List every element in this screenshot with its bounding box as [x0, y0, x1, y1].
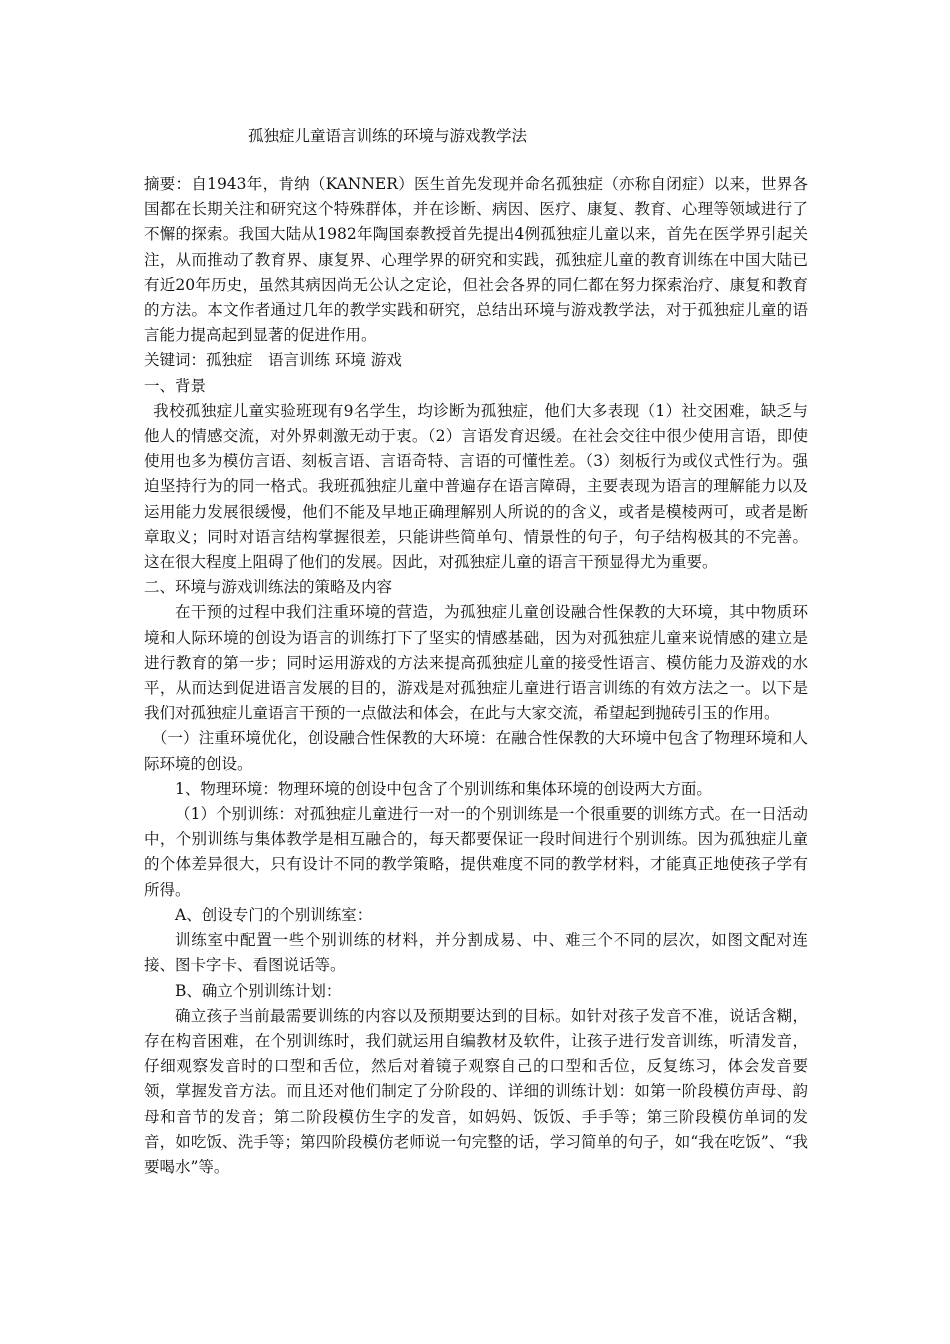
item-a-heading: A、创设专门的个别训练室：: [175, 905, 373, 924]
section-1-paragraph: 我校孤独症儿童实验班现有9名学生，均诊断为孤独症，他们大多表现（1）社交困难，缺乏与他人的情感交流，对外界刺激无动于衷。（2）言语发育迟缓。在社会交往中很少使用言语，即使使用也多为模仿言语、刻板言语、言语奇特、言语的可懂性差。（3）刻板行为或仪式性行为。强迫坚持行为的同一格式。我班孤独症儿童中普遍存在语言障碍，主要表现为语言的理解能力以及运用能力发展很缓慢，他们不能及早地正确理解别人所说的的含义，或者是模棱两可，或者是断章取义；同时对语言结构掌握很差，只能讲些简单句、情景性的句子，句子结构极其的不完善。这在很大程度上阻碍了他们的发展。因此，对孤独症儿童的语言干预显得尤为重要。: [144, 401, 808, 572]
section-1-heading: 一、背景: [144, 376, 207, 395]
section-2-paragraph: 在干预的过程中我们注重环境的营造，为孤独症儿童创设融合性保教的大环境，其中物质环境和人际环境的创设为语言的训练打下了坚实的情感基础，因为对孤独症儿童来说情感的建立是进行教育的第一步；同时运用游戏的方法来提高孤独症儿童的接受性语言、模仿能力及游戏的水平，从而达到促进语言发展的目的，游戏是对孤独症儿童进行语言训练的有效方法之一。以下是我们对孤独症儿童语言干预的一点做法和体会，在此与大家交流，希望起到抛砖引玉的作用。: [144, 603, 808, 723]
item-a-text: 训练室中配置一些个别训练的材料，并分割成易、中、难三个不同的层次，如图文配对连接、图卡字卡、看图说话等。: [144, 931, 808, 975]
item-b-text: 确立孩子当前最需要训练的内容以及预期要达到的目标。如针对孩子发音不准，说话含糊，存在构音困难，在个别训练时，我们就运用自编教材及软件，让孩子进行发音训练，听清发音，仔细观察发音时的口型和舌位，然后对着镜子观察自己的口型和舌位，反复练习，体会发音要领，掌握发音方法。而且还对他们制定了分阶段的、详细的训练计划：如第一阶段模仿声母、韵母和音节的发音；第二阶段模仿生字的发音，如妈妈、饭饭、手手等；第三阶段模仿单词的发音，如吃饭、洗手等；第四阶段模仿老师说一句完整的话，学习简单的句子，如“我在吃饭”、“我要喝水”等。: [144, 1006, 808, 1176]
document-title: 孤独症儿童语言训练的环境与游戏教学法: [248, 127, 528, 145]
abstract-paragraph: 摘要：自1943年，肯纳（KANNER）医生首先发现并命名孤独症（亦称自闭症）以来，世界各国都在长期关注和研究这个特殊群体，并在诊断、病因、医疗、康复、教育、心理等领域进行了不懈的探索。我国大陆从1982年陶国泰教授首先提出4例孤独症儿童以来，首先在医学界引起关注，从而推动了教育界、康复界、心理学界的研究和实践，孤独症儿童的教育训练在中国大陆已有近20年历史，虽然其病因尚无公认之定论，但社会各界的同仁都在努力探索治疗、康复和教育的方法。本文作者通过几年的教学实践和研究，总结出环境与游戏教学法，对于孤独症儿童的语言能力提高起到显著的促进作用。: [144, 175, 808, 345]
individual-training-item: （1）个别训练：对孤独症儿童进行一对一的个别训练是一个很重要的训练方式。在一日活动中，个别训练与集体教学是相互融合的，每天都要保证一段时间进行个别训练。因为孤独症儿童的个体差异很大，只有设计不同的教学策略，提供难度不同的教学材料，才能真正地使孩子学有所得。: [144, 805, 808, 899]
physical-environment-item: 1、物理环境：物理环境的创设中包含了个别训练和集体环境的创设两大方面。: [175, 779, 712, 798]
item-b-heading: B、确立个别训练计划：: [175, 981, 342, 1000]
document-body: [144, 172, 808, 1180]
section-2-heading: 二、环境与游戏训练法的策略及内容: [144, 578, 393, 597]
keywords-line: 关键词：孤独症 语言训练 环境 游戏: [144, 351, 402, 370]
subsection-1-heading: （一）注重环境优化，创设融合性保教的大环境：在融合性保教的大环境中包含了物理环境和人际环境的创设。: [144, 729, 808, 773]
